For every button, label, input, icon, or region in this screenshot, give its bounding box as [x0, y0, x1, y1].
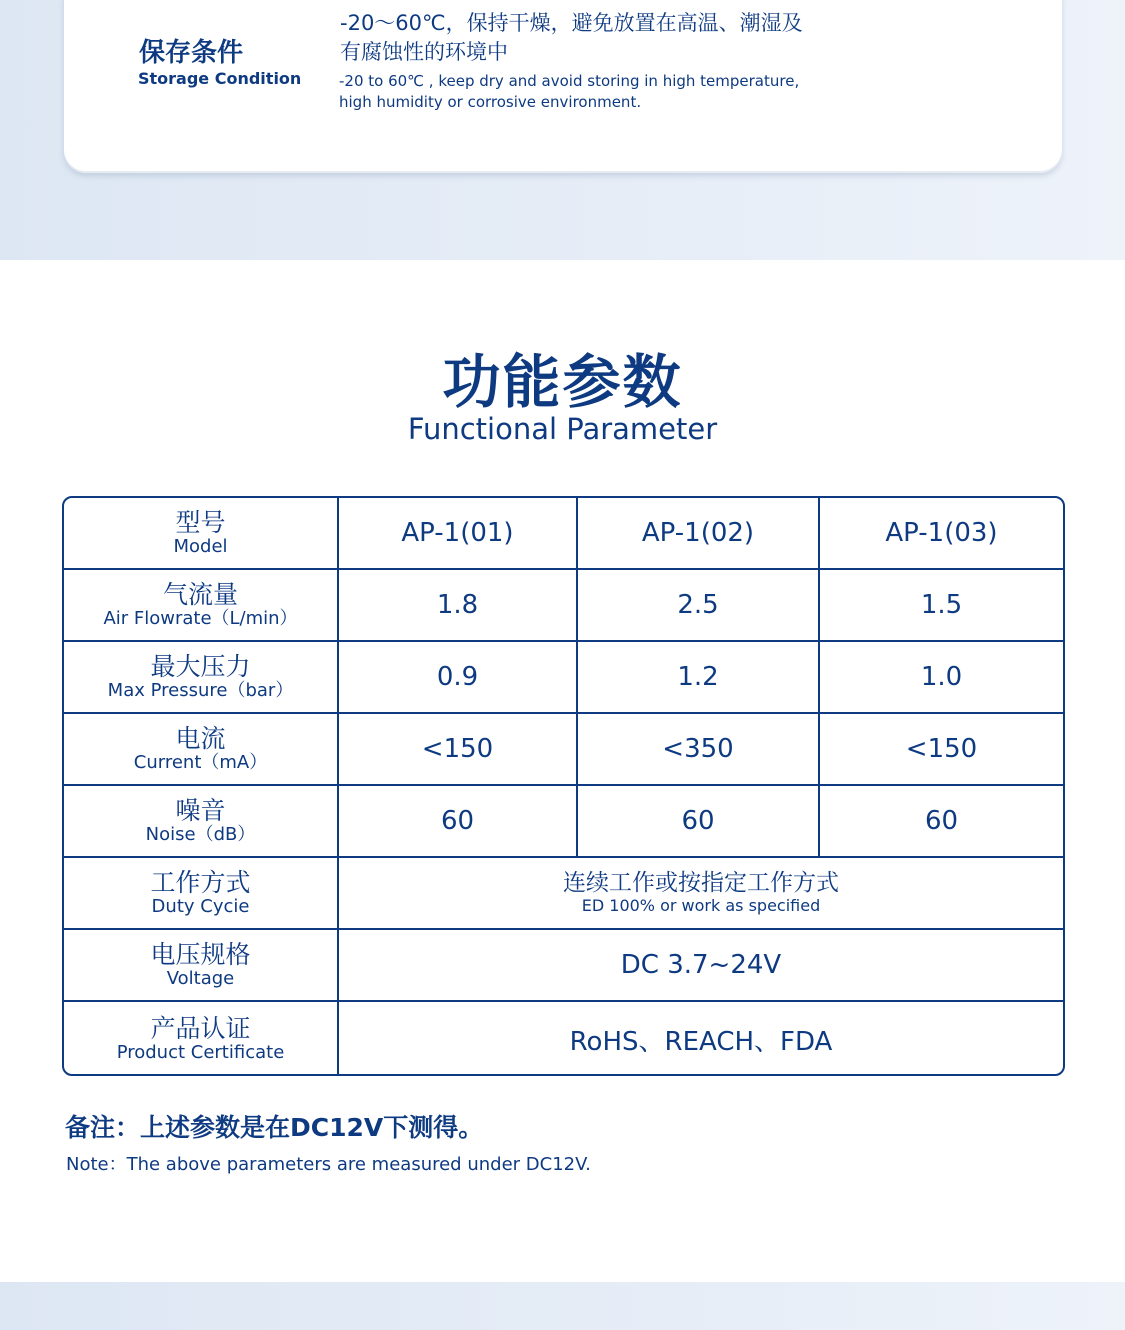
model-cell-1 — [339, 498, 578, 568]
cell-value: 2.5 — [677, 590, 719, 620]
cell-value: 1.0 — [920, 662, 963, 692]
cell-value: <150 — [905, 734, 978, 764]
row-label-cn: 产品认证 — [150, 1013, 251, 1043]
row-label-cn: 噪音 — [175, 795, 226, 825]
certificate-value-cell — [339, 1002, 1063, 1076]
cell-value: 0.9 — [436, 662, 479, 692]
current-cell-1 — [339, 714, 578, 784]
parameter-table — [62, 496, 1065, 1076]
cell-value: <350 — [662, 734, 734, 764]
cell-value: <150 — [421, 734, 494, 764]
table-row-current — [64, 714, 1063, 786]
cell-value: 60 — [924, 806, 959, 836]
table-row-max-pressure — [64, 642, 1063, 714]
row-label-en: Voltage — [166, 967, 235, 989]
row-header-model — [64, 498, 339, 568]
row-header-noise — [64, 786, 339, 856]
flow-cell-3 — [820, 570, 1063, 640]
voltage-value-cell — [339, 930, 1063, 1000]
duty-cycle-value-en: ED 100% or work as specified — [581, 896, 821, 915]
row-label-en: Air Flowrate（L/min） — [103, 607, 298, 629]
row-label-cn: 电流 — [175, 723, 226, 753]
cell-value: 1.5 — [920, 590, 963, 620]
current-cell-3 — [820, 714, 1063, 784]
row-label-en: Duty Cycie — [151, 895, 250, 917]
row-header-product-certificate — [64, 1002, 339, 1076]
row-header-current — [64, 714, 339, 784]
row-label-cn: 电压规格 — [150, 939, 251, 969]
pressure-cell-3 — [820, 642, 1063, 712]
section-title-en: Functional Parameter — [407, 412, 718, 446]
cell-value: AP-1(03) — [885, 518, 998, 548]
cell-value: 60 — [440, 806, 475, 836]
row-label-cn: 最大压力 — [150, 651, 251, 681]
current-cell-2 — [578, 714, 820, 784]
noise-cell-1 — [339, 786, 578, 856]
storage-label-cn: 保存条件 — [139, 38, 244, 68]
cell-value: AP-1(02) — [641, 518, 755, 548]
table-row-duty-cycle — [64, 858, 1063, 930]
bottom-background-band — [0, 1282, 1125, 1330]
row-label-cn: 工作方式 — [150, 867, 251, 897]
row-header-duty-cycle — [64, 858, 339, 928]
row-label-en: Current（mA） — [133, 751, 268, 773]
pressure-cell-1 — [339, 642, 578, 712]
duty-cycle-value-cn: 连续工作或按指定工作方式 — [563, 870, 839, 896]
table-row-noise — [64, 786, 1063, 858]
storage-description-cn: -20～60℃，保持干燥，避免放置在高温、潮湿及有腐蚀性的环境中 — [340, 11, 803, 64]
model-cell-2 — [578, 498, 820, 568]
row-label-cn: 气流量 — [162, 579, 238, 609]
voltage-value: DC 3.7~24V — [620, 950, 782, 980]
section-title-cn: 功能参数 — [442, 348, 683, 416]
storage-label-en: Storage Condition — [138, 69, 302, 88]
noise-cell-3 — [820, 786, 1063, 856]
cell-value: AP-1(01) — [401, 518, 514, 548]
table-row-model — [64, 498, 1063, 570]
table-row-product-certificate — [64, 1002, 1063, 1076]
row-label-en: Max Pressure（bar） — [107, 679, 294, 701]
cell-value: 1.2 — [677, 662, 719, 692]
storage-description-en: -20 to 60℃ , keep dry and avoid storing in high temperature, high humidity or corrosive environment. — [339, 72, 800, 111]
row-label-en: Model — [173, 535, 228, 557]
row-label-en: Noise（dB） — [145, 823, 256, 845]
row-header-air-flowrate — [64, 570, 339, 640]
row-header-voltage — [64, 930, 339, 1000]
noise-cell-2 — [578, 786, 820, 856]
flow-cell-1 — [339, 570, 578, 640]
pressure-cell-2 — [578, 642, 820, 712]
flow-cell-2 — [578, 570, 820, 640]
cell-value: 60 — [681, 806, 715, 836]
row-label-cn: 型号 — [175, 507, 226, 537]
duty-cycle-value-cell — [339, 858, 1063, 928]
row-header-max-pressure — [64, 642, 339, 712]
table-row-air-flowrate — [64, 570, 1063, 642]
table-row-voltage — [64, 930, 1063, 1002]
model-cell-3 — [820, 498, 1063, 568]
cell-value: 1.8 — [436, 590, 479, 620]
certificate-value: RoHS、REACH、FDA — [569, 1026, 833, 1057]
row-label-en: Product Certificate — [116, 1041, 285, 1063]
note-cn: 备注：上述参数是在DC12V下测得。 — [65, 1113, 484, 1142]
note-en: Note：The above parameters are measured under DC12V. — [66, 1154, 591, 1175]
